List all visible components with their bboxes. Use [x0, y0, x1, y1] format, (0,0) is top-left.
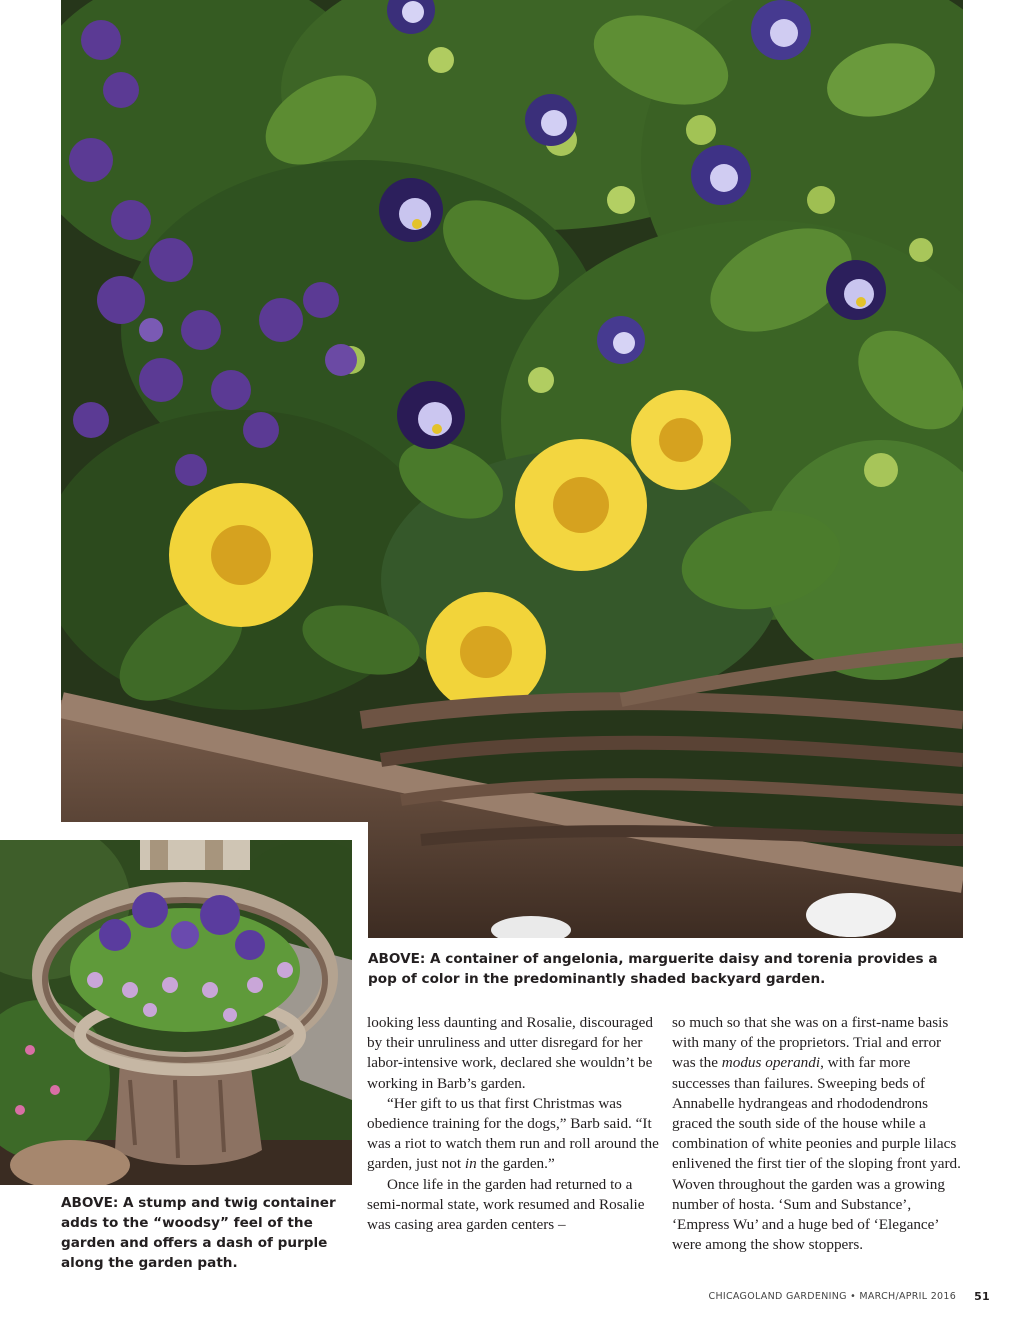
article-paragraph: looking less daunting and Rosalie, discouraged by their unruliness and utter disregard for her labor-intensive work, declared she wouldn’t be working in Barb’s garden. [367, 1014, 653, 1092]
inset-photo-illustration [0, 840, 352, 1185]
article-column-1 [367, 1013, 660, 1235]
article-emphasis: modus operandi [721, 1054, 821, 1072]
main-photo-caption: ABOVE: A container of angelonia, marguerite daisy and torenia provides a pop of color in the predominantly shaded backyard garden. [368, 951, 938, 987]
article-paragraph [367, 1094, 660, 1175]
main-photo [61, 0, 963, 938]
main-photo-illustration [61, 0, 963, 938]
inset-photo [0, 840, 352, 1185]
article-text: so much so that she was on a first-name basis with many of the proprietors. Trial and error was the [672, 1014, 949, 1072]
article-paragraph [672, 1013, 965, 1255]
page-footer [709, 1290, 990, 1303]
article-emphasis: in [464, 1155, 477, 1173]
article-column-2 [672, 1013, 965, 1255]
article-text: , with far more successes than failures. Sweeping beds of Annabelle hydrangeas and rhododendrons graced the south side of the house while a combination of white peonies and purple lilacs enlivened the first tier of the sloping front yard. Woven throughout the garden was a growing number of hosta. ‘Sum and Substance’, ‘Empress Wu’ and a huge bed of ‘Elegance’ were among the show stoppers. [672, 1054, 961, 1254]
article-text: “Her gift to us that first Christmas was obedience training for the dogs,” Barb said. “It was a riot to watch them run and roll around the garden, just not [367, 1094, 659, 1173]
page-number: 51 [974, 1290, 990, 1303]
article-paragraph: Once life in the garden had returned to a semi-normal state, work resumed and Rosalie was casing area garden centers – [367, 1175, 645, 1234]
inset-photo-caption: ABOVE: A stump and twig container adds to the “woodsy” feel of the garden and offers a dash of purple along the garden path. [61, 1195, 336, 1271]
publication-name: CHICAGOLAND GARDENING • MARCH/APRIL 2016 [708, 1291, 957, 1302]
article-text: the garden.” [476, 1155, 555, 1173]
